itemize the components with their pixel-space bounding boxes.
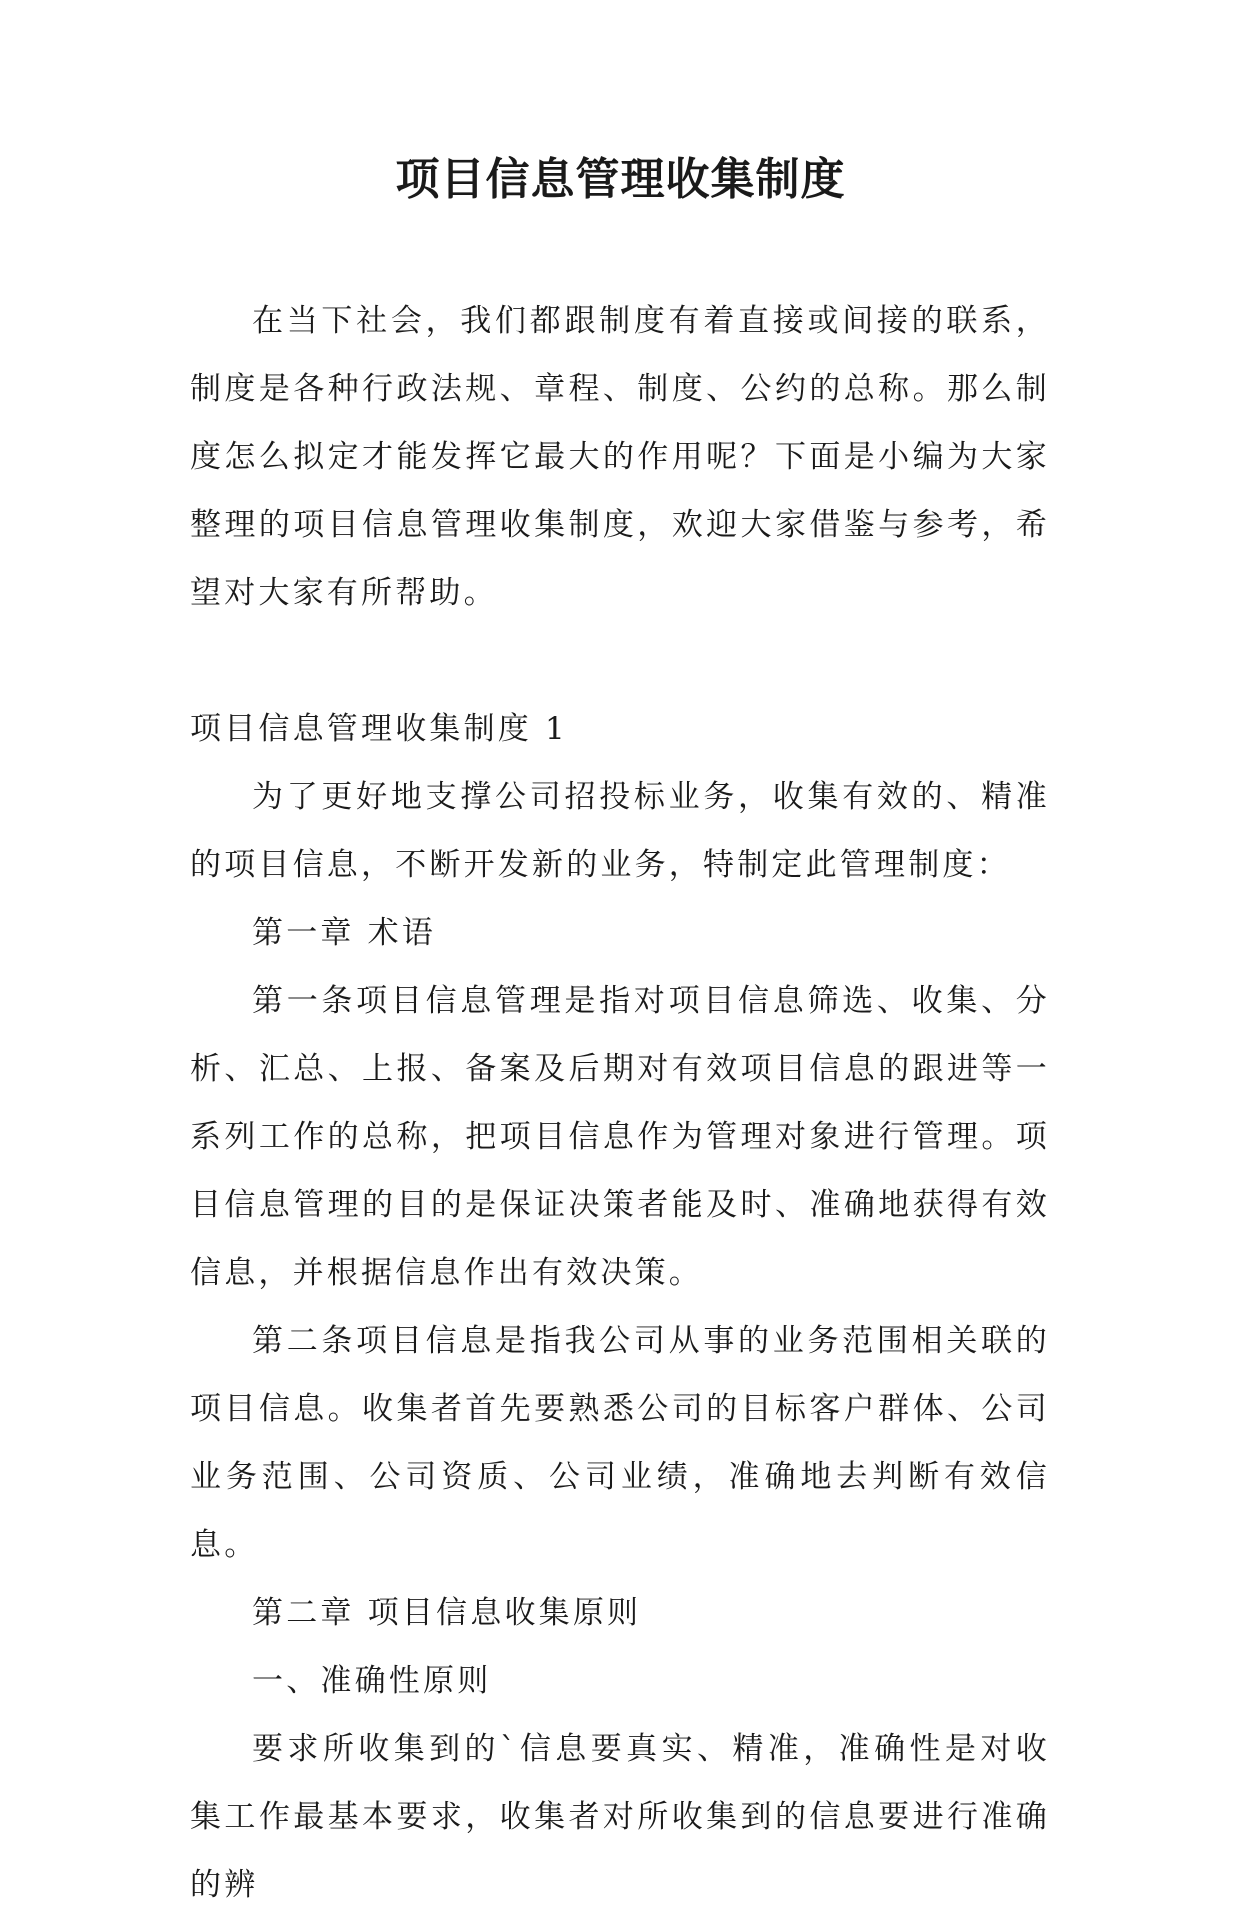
body-paragraph: 第二条项目信息是指我公司从事的业务范围相关联的项目信息。收集者首先要熟悉公司的目标客户群体、公司业务范围、公司资质、公司业绩，准确地去判断有效信息。: [190, 1323, 1050, 1563]
body-paragraph: 第一条项目信息管理是指对项目信息筛选、收集、分析、汇总、上报、备案及后期对有效项目信息的跟进等一系列工作的总称，把项目信息作为管理对象进行管理。项目信息管理的目的是保证决策者能及时、准确地获得有效信息，并根据信息作出有效决策。: [190, 983, 1050, 1291]
chapter-heading: 第二章 项目信息收集原则: [252, 1595, 642, 1631]
body-paragraph: 为了更好地支撑公司招投标业务，收集有效的、精准的项目信息，不断开发新的业务，特制定此管理制度：: [190, 779, 1050, 883]
principle-heading: 一、准确性原则: [252, 1663, 492, 1699]
section-heading: 项目信息管理收集制度 1: [190, 711, 568, 747]
paragraph-gap: [190, 627, 1050, 695]
intro-paragraph: 在当下社会，我们都跟制度有着直接或间接的联系，制度是各种行政法规、章程、制度、公约的总称。那么制度怎么拟定才能发挥它最大的作用呢？下面是小编为大家整理的项目信息管理收集制度，欢迎大家借鉴与参考，希望对大家有所帮助。: [190, 303, 1050, 611]
document-title: 项目信息管理收集制度: [395, 154, 846, 205]
chapter-heading: 第一章 术语: [252, 915, 437, 951]
document-body: [190, 287, 1050, 1919]
body-paragraph: 要求所收集到的`信息要真实、精准，准确性是对收集工作最基本要求，收集者对所收集到的信息要进行准确的辨: [190, 1731, 1050, 1903]
